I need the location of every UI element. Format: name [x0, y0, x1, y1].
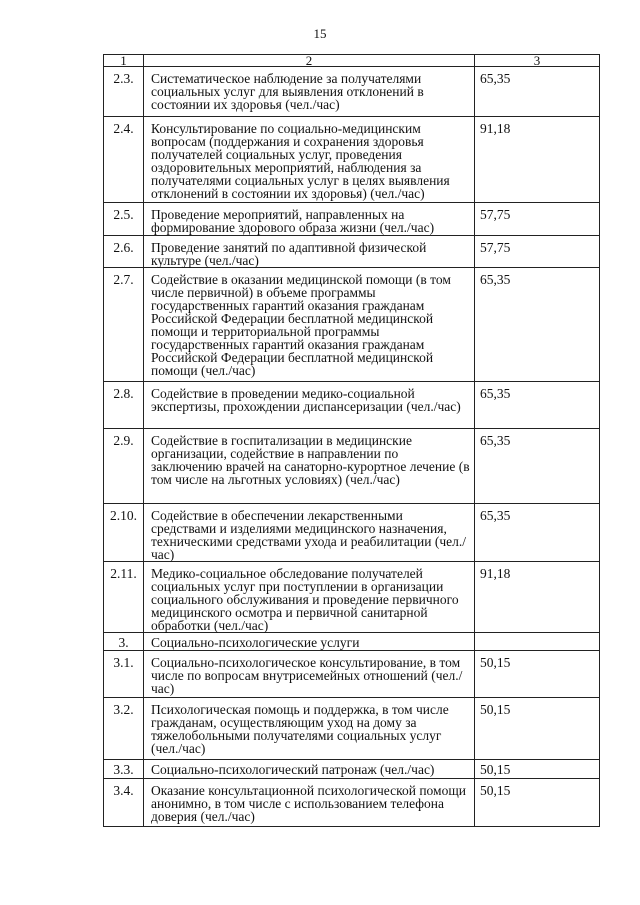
row-number: 2.10. — [104, 504, 144, 562]
row-number: 2.3. — [104, 67, 144, 117]
service-description: Содействие в проведении медико-социальной экспертизы, прохождении диспансеризации (чел./час) — [144, 382, 475, 429]
service-description: Содействие в госпитализации в медицинские организации, содействие в направлении по заключению врачей на санаторно-курортное лечение (в том числе на льготных условиях) (чел./час) — [144, 429, 475, 504]
table-header-row — [104, 55, 600, 67]
row-number: 2.4. — [104, 117, 144, 203]
rate-value: 65,35 — [475, 504, 600, 562]
service-description: Медико-социальное обследование получателей социальных услуг при поступлении в организации социального обслуживания и проведение первичного медицинского осмотра и первичной санитарной обработки (чел./час) — [144, 562, 475, 633]
column-header-2: 2 — [144, 55, 475, 67]
table-row — [104, 236, 600, 268]
row-number: 2.6. — [104, 236, 144, 268]
service-description: Психологическая помощь и поддержка, в том числе гражданам, осуществляющим уход на дому за тяжелобольными получателями социальных услуг (чел./час) — [144, 698, 475, 760]
rate-value: 65,35 — [475, 67, 600, 117]
service-description: Социально-психологический патронаж (чел./час) — [144, 760, 475, 779]
service-description: Оказание консультационной психологической помощи анонимно, в том числе с использованием телефона доверия (чел./час) — [144, 779, 475, 827]
row-number: 2.8. — [104, 382, 144, 429]
rate-value: 57,75 — [475, 236, 600, 268]
table-row — [104, 67, 600, 117]
table-row — [104, 203, 600, 236]
section-title: Социально-психологические услуги — [144, 633, 475, 651]
table-row — [104, 651, 600, 698]
row-number: 3.1. — [104, 651, 144, 698]
service-description: Проведение занятий по адаптивной физической культуре (чел./час) — [144, 236, 475, 268]
table-row — [104, 117, 600, 203]
rate-value: 65,35 — [475, 268, 600, 382]
services-table — [103, 54, 600, 827]
table-row — [104, 779, 600, 827]
page-number: 15 — [313, 26, 327, 41]
service-description: Социально-психологическое консультирование, в том числе по вопросам внутрисемейных отношений (чел./час) — [144, 651, 475, 698]
row-number: 3.2. — [104, 698, 144, 760]
rate-value: 91,18 — [475, 562, 600, 633]
rate-value: 65,35 — [475, 382, 600, 429]
service-description: Содействие в обеспечении лекарственными средствами и изделиями медицинского назначения, техническими средствами ухода и реабилитации (чел./час) — [144, 504, 475, 562]
rate-value: 65,35 — [475, 429, 600, 504]
table-row — [104, 382, 600, 429]
column-header-1: 1 — [104, 55, 144, 67]
row-number: 2.5. — [104, 203, 144, 236]
rate-value: 91,18 — [475, 117, 600, 203]
table-row — [104, 760, 600, 779]
section-number: 3. — [104, 633, 144, 651]
table-row — [104, 268, 600, 382]
row-number: 2.9. — [104, 429, 144, 504]
table-row — [104, 504, 600, 562]
service-description: Содействие в оказании медицинской помощи (в том числе первичной) в объеме программы государственных гарантий оказания гражданам Российской Федерации бесплатной медицинской помощи и территориальной программы государственных гарантий оказания гражданам Российской Федерации бесплатной медицинской помощи (чел./час) — [144, 268, 475, 382]
row-number: 3.4. — [104, 779, 144, 827]
table-row — [104, 429, 600, 504]
row-number: 2.11. — [104, 562, 144, 633]
rate-value: 50,15 — [475, 698, 600, 760]
rate-value — [475, 633, 600, 651]
section-row — [104, 633, 600, 651]
table-row — [104, 562, 600, 633]
rate-value: 57,75 — [475, 203, 600, 236]
service-description: Проведение мероприятий, направленных на формирование здорового образа жизни (чел./час) — [144, 203, 475, 236]
row-number: 3.3. — [104, 760, 144, 779]
row-number: 2.7. — [104, 268, 144, 382]
service-description: Систематическое наблюдение за получателями социальных услуг для выявления отклонений в состоянии их здоровья (чел./час) — [144, 67, 475, 117]
table-row — [104, 698, 600, 760]
rate-value: 50,15 — [475, 651, 600, 698]
rate-value: 50,15 — [475, 760, 600, 779]
rate-value: 50,15 — [475, 779, 600, 827]
column-header-3: 3 — [475, 55, 600, 67]
service-description: Консультирование по социально-медицинским вопросам (поддержания и сохранения здоровья получателей социальных услуг, проведения оздоровительных мероприятий, наблюдения за получателями социальных услуг в целях выявления отклонений в состоянии их здоровья) (чел./час) — [144, 117, 475, 203]
